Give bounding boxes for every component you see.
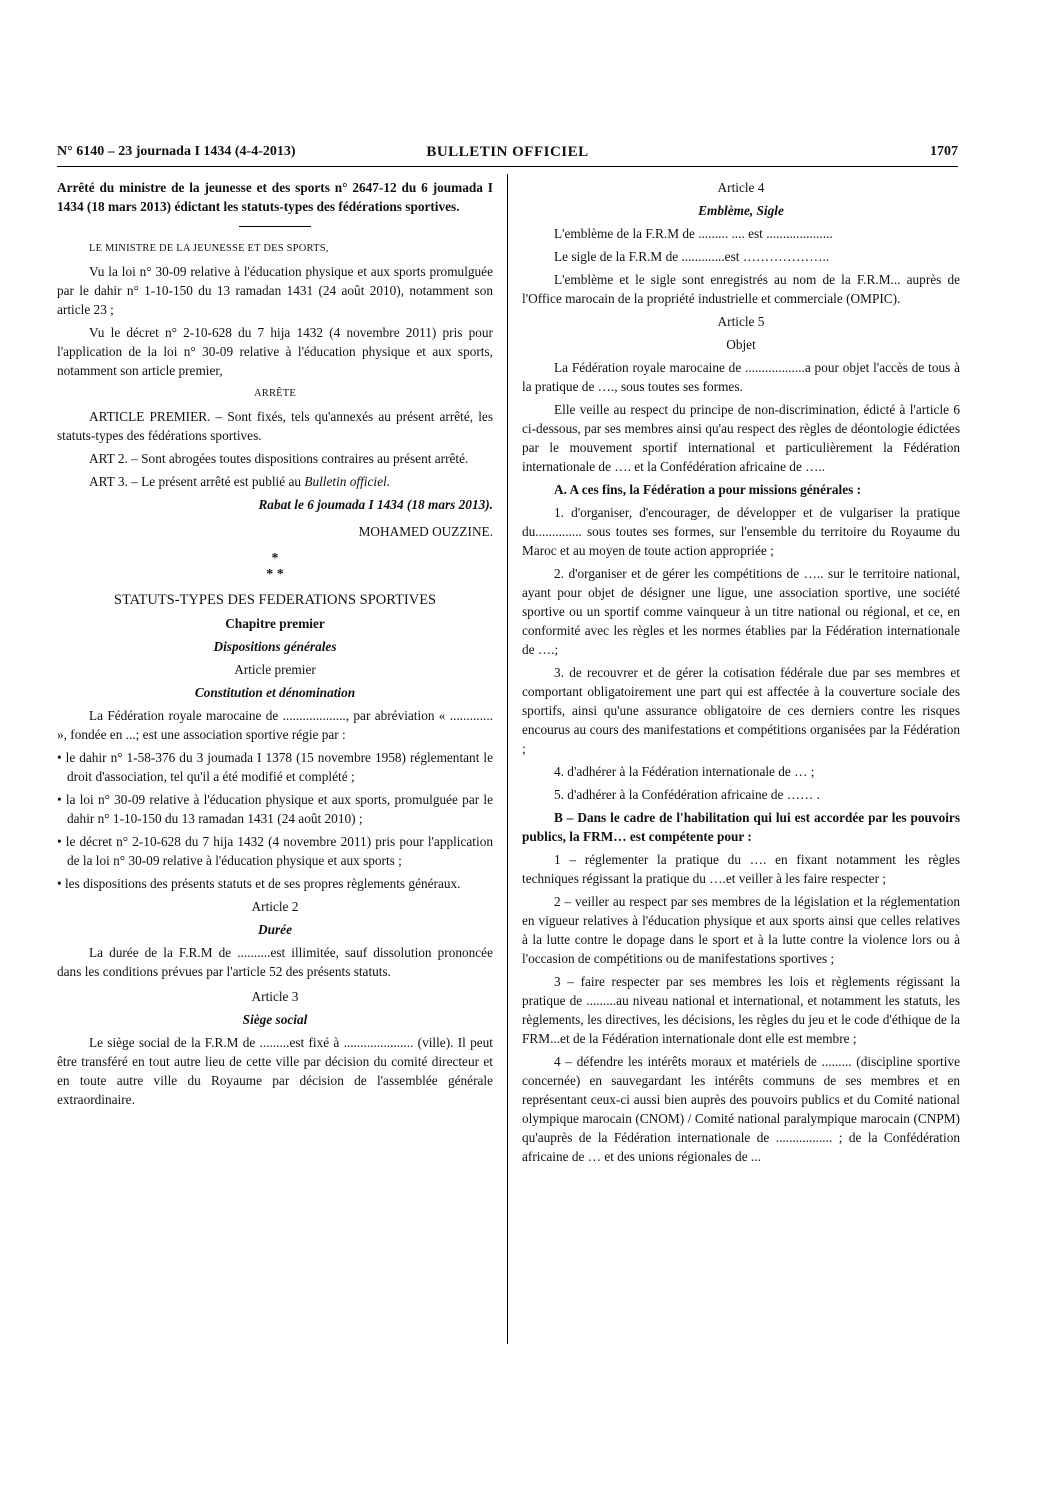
- left-column: [57, 178, 493, 1113]
- arrete-heading: ARRÊTE: [253, 388, 297, 399]
- list-item: • le dahir n° 1-58-376 du 3 joumada I 1378 (15 novembre 1958) réglementant le droit d'association, tel qu'il a été modifié et complété ;: [57, 750, 493, 784]
- minister-line: LE MINISTRE DE LA JEUNESSE ET DES SPORTS,: [89, 243, 329, 254]
- article-3-paragraph: [57, 472, 493, 491]
- article-2-text: – Sont abrogées toutes dispositions contraires au présent arrêté.: [127, 451, 469, 466]
- article-premier-heading: Article premier: [234, 662, 316, 677]
- decree-title: Arrêté du ministre de la jeunesse et des sports n° 2647-12 du 6 joumada I 1434 (18 mars 2013) édictant les statuts-types des fédérations sportives.: [57, 180, 493, 214]
- visa-1: Vu la loi n° 30-09 relative à l'éducation physique et aux sports promulguée par le dahir n° 1-10-150 du 13 ramadan 1431 (24 août 2010), notamment son article 23 ;: [57, 264, 493, 317]
- section-separator: [57, 551, 493, 583]
- article-2-heading: Article 2: [251, 899, 299, 914]
- column-divider: [507, 174, 508, 1344]
- article-2-subheading: Durée: [258, 922, 292, 937]
- article-3-subheading: Siège social: [242, 1012, 308, 1027]
- list-item: 1 – réglementer la pratique du …. en fixant notamment les règles techniques régissant la pratique du ….et veiller à les faire respecter ;: [522, 852, 960, 886]
- constitution-paragraph: La Fédération royale marocaine de ..................., par abréviation « ............. », fondée en ...; est une association sportive régie par :: [57, 708, 493, 742]
- article-3-text: – Le présent arrêté est publié au: [127, 474, 305, 489]
- article-3-label: ART 3.: [89, 474, 128, 489]
- article-5-heading: Article 5: [717, 314, 765, 329]
- list-item: • le décret n° 2-10-628 du 7 hija 1432 (4 novembre 2011) pris pour l'application de la loi n° 30-09 relative à l'éducation physique et aux sports ;: [57, 834, 493, 868]
- article-5-subheading: Objet: [726, 337, 756, 352]
- page-header: [57, 144, 958, 166]
- list-item: 3. de recouvrer et de gérer la cotisation fédérale due par ses membres et comportant obligatoirement une part qui est affectée à la couverture sociale des sportifs, ainsi qu'une assurance obligatoire de ces derniers contre les risques encourus au cours des manifestations et compétitions organisées par la Fédération ;: [522, 665, 960, 756]
- right-column: [522, 178, 960, 1170]
- duree-paragraph: La durée de la F.R.M de ..........est illimitée, sauf dissolution prononcée dans les conditions prévues par l'article 52 des présents statuts.: [57, 945, 493, 979]
- issue-reference: N° 6140 – 23 journada I 1434 (4-4-2013): [57, 144, 296, 159]
- list-item: 2 – veiller au respect par ses membres de la législation et la réglementation en vigueur relatives à l'éducation physique et aux sports ainsi que celles relatives à la lutte contre le dopage dans le sport et à la lutte contre la violence lors ou à l'occasion de compétitions ou de manifestations sportives ;: [522, 894, 960, 966]
- objet-paragraph-1: La Fédération royale marocaine de ..................a pour objet l'accès de tous à la pratique de …., sous toutes ses formes.: [522, 360, 960, 394]
- siege-paragraph: Le siège social de la F.R.M de .........est fixé à ..................... (ville). Il peut être transféré en tout autre lieu de cette ville par décision du comité directeur et en toute autre ville du Royaume par décision de l'assemblée générale extraordinaire.: [57, 1035, 493, 1107]
- embleme-line: L'emblème de la F.R.M de ......... .... est ....................: [554, 226, 833, 241]
- article-1-text: – Sont fixés, tels qu'annexés au présent arrêté, les statuts-types des fédérations sportives.: [57, 409, 493, 443]
- chapter-subheading: Dispositions générales: [213, 639, 337, 654]
- publication-title: BULLETIN OFFICIEL: [426, 144, 589, 160]
- list-item: 5. d'adhérer à la Confédération africaine de …… .: [554, 787, 820, 802]
- registration-paragraph: L'emblème et le sigle sont enregistrés au nom de la F.R.M... auprès de l'Office marocain de la propriété industrielle et commerciale (OMPIC).: [522, 272, 960, 306]
- list-item: 2. d'organiser et de gérer les compétitions de ….. sur le territoire national, ayant pour objet de désigner une ligue, une association sportive, une société sportive ou un sportif comme vainqueur à un titre national ou régional, et ce, en conformité avec les règles et les normes établies par la Fédération internationale de ….;: [522, 566, 960, 657]
- list-item: 4. d'adhérer à la Fédération internationale de … ;: [554, 764, 815, 779]
- objet-paragraph-2: Elle veille au respect du principe de non-discrimination, édicté à l'article 6 ci-dessous, par ses membres ainsi qu'au respect des règles de déontologie édictées par le mouvement sportif international et particulièrement la Fédération internationale de …. et la Confédération africaine de …..: [522, 402, 960, 474]
- list-item: • les dispositions des présents statuts et de ses propres règlements généraux.: [57, 876, 461, 891]
- article-2-label: ART 2.: [89, 451, 128, 466]
- signatory: MOHAMED OUZZINE.: [358, 524, 493, 539]
- article-3-heading: Article 3: [251, 989, 299, 1004]
- list-item: • la loi n° 30-09 relative à l'éducation physique et aux sports, promulguée par le dahir n° 1-10-150 du 13 ramadan 1431 (24 août 2010) ;: [57, 792, 493, 826]
- article-1-label: ARTICLE PREMIER.: [89, 409, 211, 424]
- statutes-title: STATUTS-TYPES DES FEDERATIONS SPORTIVES: [113, 592, 437, 608]
- chapter-heading: Chapitre premier: [225, 616, 325, 631]
- article-premier-subheading: Constitution et dénomination: [194, 685, 356, 700]
- sigle-line: Le sigle de la F.R.M de .............est ………………..: [554, 249, 830, 264]
- signing-place-date: Rabat le 6 joumada I 1434 (18 mars 2013).: [258, 497, 493, 512]
- page-number: 1707: [930, 144, 958, 159]
- header-divider: [57, 166, 958, 167]
- separator-star-top: *: [271, 551, 279, 566]
- article-2-paragraph: [57, 449, 493, 468]
- article-4-heading: Article 4: [717, 180, 765, 195]
- list-item: 4 – défendre les intérêts moraux et matériels de ......... (discipline sportive concernée) en sauvegardant les intérêts communs de ses membres et en représentant ceux-ci aussi bien auprès des pouvoirs publics et du Comité national olympique marocain (CNOM) / Comité national paralympique marocain (CNPM) qu'auprès de la Fédération internationale de ................. ; de la Confédération africaine de … et des unions régionales de ...: [522, 1054, 960, 1164]
- section-a-heading: A. A ces fins, la Fédération a pour missions générales :: [554, 482, 862, 497]
- list-item: 3 – faire respecter par ses membres les lois et règlements régissant la pratique de .........au niveau national et international, et notamment les statuts, les règlements, les directives, les décisions, les règles du jeu et le code d'éthique de la FRM...et de la Fédération internationale dont elle est membre ;: [522, 974, 960, 1046]
- visa-2: Vu le décret n° 2-10-628 du 7 hija 1432 (4 novembre 2011) pris pour l'application de la loi n° 30-09 relative à l'éducation physique et aux sports, notamment son article premier,: [57, 325, 493, 378]
- separator-stars-bottom: * *: [266, 567, 284, 582]
- bulletin-name: Bulletin officiel.: [304, 474, 391, 489]
- article-1-paragraph: [57, 407, 493, 445]
- section-b-heading: B – Dans le cadre de l'habilitation qui lui est accordée par les pouvoirs publics, la FRM… est compétente pour :: [522, 810, 960, 844]
- title-divider: [239, 226, 311, 227]
- article-4-subheading: Emblème, Sigle: [698, 203, 784, 218]
- list-item: 1. d'organiser, d'encourager, de développer et de vulgariser la pratique du.............. sous toutes ses formes, sur l'ensemble du territoire du Royaume du Maroc et au moyen de toute action appropriée ;: [522, 505, 960, 558]
